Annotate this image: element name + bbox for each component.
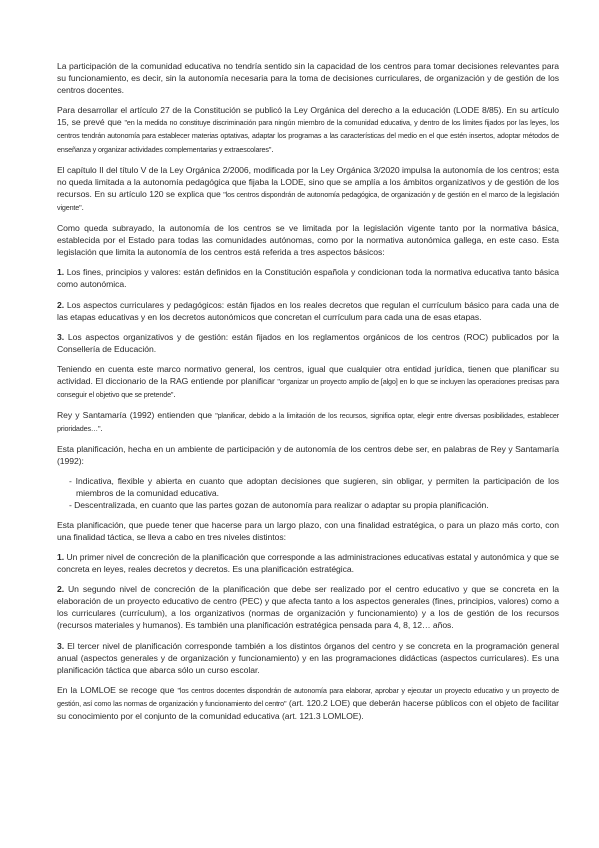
aspect-number: 1. [57,267,65,278]
aspect-text: Los aspectos curriculares y pedagógicos: están fijados en los reales decretos que regulan el currículum básico para cada una de las etapas educativas y en los decretos autonómicos que concretan el currículum para cada una de esas etapas. [57,299,559,322]
loe-text: El capítulo II del título V de la Ley Orgánica 2/2006, modificada por la Ley Orgánica 3/2020 impulsa la autonomía de los centros; esta no queda limitada a la autonomía pedagógica que fijaba la LODE, sino que se amplía a los ámbitos organizativos y de gestión de los recursos. En su artículo 120 se explica que [57,164,559,199]
lode-text: Para desarrollar el artículo 27 de la Constitución se publicó la Ley Orgánica del derecho a la educación (LODE 8/85). En su artículo 15, se prevé que [57,105,559,128]
lomloe-text: En la LOMLOE se recoge que [57,684,178,695]
level-text: El tercer nivel de planificación corresponde también a los distintos órganos del centro y se concreta en la programación general anual (aspectos generales y de organización y funcionamiento) y en las programaciones didácticas (aspectos curriculares). Es una planificación táctica que abarca sólo un curso escolar. [57,640,559,675]
planning-text: Teniendo en cuenta este marco normativo general, los centros, igual que cualquier otra entidad jurídica, tienen que planificar su actividad. El diccionario de la RAG entiende por planificar [57,363,559,386]
aspect-number: 3. [57,331,65,342]
lomloe-quote: "los centros docentes dispondrán de autonomía para elaborar, aprobar y ejecutar un proyecto educativo y un proyecto de gestión, así como las normas de organización y funcionamiento del centro" [57,685,560,708]
level-item [57,551,559,575]
list-item: - Descentralizada, en cuanto que las partes gozan de autonomía para realizar o adaptar su propia planificación. [69,499,489,510]
paragraph-limits: Como queda subrayado, la autonomía de los centros se ve limitada por la legislación vigente tanto por la normativa básica, establecida por el Estado para todas las comunidades autónomas, como por la normativa autonómica gallega, en este caso. Esta legislación que limita la autonomía de los centros está referida a tres aspectos básicos: [57,223,559,258]
level-item [57,583,559,631]
paragraph-loe: El capítulo II del título V de la Ley Orgánica 2/2006, modificada por la Ley Orgánica 3/2020 impulsa la autonomía de los centros; esta no queda limitada a la autonomía pedagógica que fijaba la LODE, sino que se amplía a los ámbitos organizativos y de gestión de los recursos. En su artículo 120 se explica que "los centros dispondrán de autonomía pedagógica, de organización y de gestión en el marco de la legislación vigente". [57,164,559,212]
lode-quote: "en la medida no constituye discriminación para ningún miembro de la comunidad educativa, y dentro de los límites fijados por las leyes, los centros tendrán autonomía para establecer materias optativas, adaptar los programas a las características del medio en el que estén insertos, adoptar métodos de enseñanza y organizar actividades complementarias y extraescolares" [57,118,560,154]
paragraph-lode: Para desarrollar el artículo 27 de la Constitución se publicó la Ley Orgánica del derecho a la educación (LODE 8/85). En su artículo 15, se prevé que "en la medida no constituye discriminación para ningún miembro de la comunidad educativa, y dentro de los límites fijados por las leyes, los centros tendrán autonomía para establecer materias optativas, adaptar los programas a las características del medio en el que estén insertos, adoptar métodos de enseñanza y organizar actividades complementarias y extraescolares". [57,105,560,154]
level-item [57,640,559,676]
aspect-text: Los fines, principios y valores: están definidos en la Constitución española y condicionan toda la normativa educativa tanto básica como autonómica. [57,267,559,290]
loe-quote: "los centros dispondrán de autonomía pedagógica, de organización y de gestión en el marco de la legislación vigente" [57,189,559,212]
rey-text: Rey y Santamaría (1992) entienden que [57,410,216,421]
paragraph-intro: La participación de la comunidad educativa no tendría sentido sin la capacidad de los centros para tomar decisiones relevantes para su funcionamiento, es decir, sin la autonomía necesaria para la toma de decisiones curriculares, de organización y de gestión de los centros docentes. [57,61,559,96]
paragraph-lomloe [57,684,559,722]
level-text: Un segundo nivel de concreción de la planificación que debe ser realizado por el centro educativo y que se concreta en la elaboración de un proyecto educativo de centro (PEC) y que afecta tanto a los aspectos generales (fines, principios, valores) como a los curriculares (currículum), a los organizativos (normas de organización y funcionamiento) y a los de gestión de los recursos (recursos materiales y humanos). Es también una planificación estratégica pensada para 4, 8, 12… años. [57,584,559,631]
paragraph-planning: Teniendo en cuenta este marco normativo general, los centros, igual que cualquier otra entidad jurídica, tienen que planificar su actividad. El diccionario de la RAG entiende por planificar "organizar un proyecto amplio de [algo] en lo que se incluyen las operaciones precisas para conseguir el objetivo que se pretende". [57,363,559,400]
level-number: 3. [57,640,65,651]
paragraph-rey-santamaria: Rey y Santamaría (1992) entienden que "planificar, debido a la limitación de los recursos, significa optar, elegir entre diversas posibilidades, establecer prioridades…". [57,410,559,434]
characteristics-list [57,475,559,511]
aspect-number: 2. [57,299,65,310]
paragraph-levels: Esta planificación, que puede tener que hacerse para un largo plazo, con una finalidad estratégica, o para un plazo más corto, con una finalidad táctica, se lleva a cabo en tres niveles distintos: [57,519,559,542]
rey-quote: "planificar, debido a la limitación de los recursos, significa optar, elegir entre diversas posibilidades, establecer prioridades…" [57,411,559,434]
list-item: - Indicativa, flexible y abierta en cuanto que adoptan decisiones que sugieren, sin obligar, y permiten la participación de los miembros de la comunidad educativa. [69,475,559,498]
aspect-item [57,331,559,355]
lomloe-text-end: (art. 120.2 LOE) que deberán hacerse públicos con el objeto de facilitar su conocimiento por el conjunto de la comunidad educativa (art. 121.3 LOMLOE). [57,697,559,722]
paragraph-characteristics: Esta planificación, hecha en un ambiente de participación y de autonomía de los centros debe ser, en palabras de Rey y Santamaría (1992): [57,444,559,467]
aspect-item [57,266,559,290]
aspect-item [57,299,559,323]
level-text: Un primer nivel de concreción de la planificación que corresponde a las administraciones educativas estatal y autonómica y que se concreta en leyes, reales decretos y decretos. Es una planificación estratégica. [57,552,559,575]
rag-quote: "organizar un proyecto amplio de [algo] en lo que se incluyen las operaciones precisas para conseguir el objetivo que se pretende" [57,376,559,400]
level-number: 1. [57,552,65,562]
level-number: 2. [57,584,65,595]
aspect-text: Los aspectos organizativos y de gestión: están fijados en los reglamentos orgánicos de los centros (ROC) publicados por la Consellería de Educación. [57,331,559,354]
